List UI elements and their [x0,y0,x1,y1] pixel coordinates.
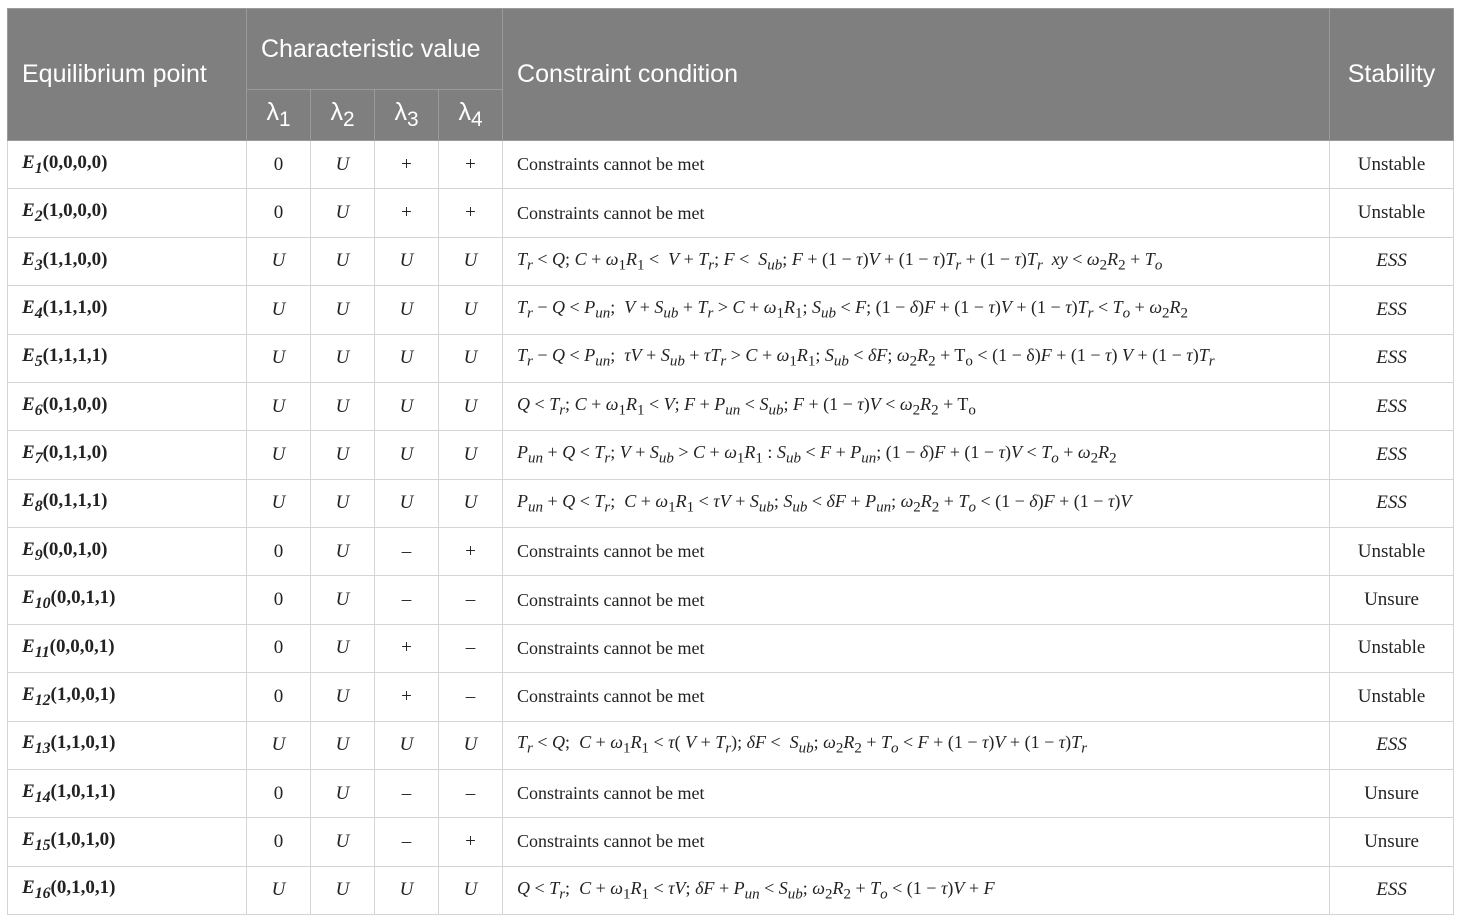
equilibrium-point-cell: $E_9(0,0,1,0)$ [8,528,247,576]
constraint-condition-cell: $Q < T_r$; $C + \omega_1R_1 < V$; $F + P_{un} < S_{ub}$; $F + (1 - \tau)V < \omega_2R_2 + T_o$ [503,382,1330,430]
constraint-condition-cell: Constraints cannot be met [503,576,1330,624]
constraint-condition-cell: Constraints cannot be met [503,189,1330,237]
lambda-2-cell: U [311,624,375,672]
stability-cell: Unstable [1330,189,1454,237]
lambda-4-cell: U [439,237,503,285]
lambda-4-cell: U [439,479,503,527]
table-row [8,431,1454,479]
header-lambda-1: $\lambda_1$ [247,90,311,141]
lambda-3-cell: – [375,769,439,817]
lambda-4-cell: – [439,624,503,672]
equilibrium-point-cell: $E_{11}(0,0,0,1)$ [8,624,247,672]
lambda-3-cell: – [375,528,439,576]
lambda-4-cell: – [439,673,503,721]
equilibrium-point-cell: $E_1(0,0,0,0)$ [8,141,247,189]
equilibrium-point-cell: $E_{15}(1,0,1,0)$ [8,818,247,866]
table-row [8,237,1454,285]
stability-cell: Unstable [1330,528,1454,576]
constraint-condition-cell: Constraints cannot be met [503,624,1330,672]
stability-table [7,8,1454,915]
lambda-3-cell: U [375,479,439,527]
lambda-2-cell: U [311,286,375,334]
equilibrium-point-cell: $E_{12}(1,0,0,1)$ [8,673,247,721]
lambda-3-cell: U [375,431,439,479]
lambda-1-cell: U [247,479,311,527]
lambda-2-cell: U [311,673,375,721]
stability-cell: ESS [1330,382,1454,430]
lambda-2-cell: U [311,189,375,237]
lambda-4-cell: U [439,286,503,334]
table-row [8,624,1454,672]
stability-cell: ESS [1330,334,1454,382]
lambda-2-cell: U [311,382,375,430]
stability-cell: ESS [1330,866,1454,914]
header-constraint-condition: Constraint condition [503,9,1330,141]
table-row [8,334,1454,382]
equilibrium-point-cell: $E_5(1,1,1,1)$ [8,334,247,382]
table-row [8,818,1454,866]
lambda-1-cell: 0 [247,576,311,624]
lambda-4-cell: U [439,334,503,382]
equilibrium-point-cell: $E_4(1,1,1,0)$ [8,286,247,334]
lambda-3-cell: + [375,141,439,189]
lambda-1-cell: U [247,866,311,914]
lambda-2-cell: U [311,237,375,285]
equilibrium-point-cell: $E_2(1,0,0,0)$ [8,189,247,237]
stability-cell: Unsure [1330,576,1454,624]
lambda-2-cell: U [311,334,375,382]
header-equilibrium-point: Equilibrium point [8,9,247,141]
lambda-1-cell: U [247,431,311,479]
lambda-2-cell: U [311,141,375,189]
lambda-3-cell: + [375,189,439,237]
lambda-1-cell: 0 [247,769,311,817]
equilibrium-point-cell: $E_7(0,1,1,0)$ [8,431,247,479]
lambda-2-cell: U [311,818,375,866]
lambda-3-cell: – [375,576,439,624]
constraint-condition-cell: Constraints cannot be met [503,141,1330,189]
lambda-4-cell: U [439,382,503,430]
table-row [8,189,1454,237]
constraint-condition-cell: $T_r < Q$; $C + \omega_1R_1 < V + T_r$; $F < S_{ub}$; $F + (1 - \tau)V + (1 - \tau)T_r + (1 - \tau)T_r$ xy < $\omega_2R_2 + T_o$ [503,237,1330,285]
constraint-condition-cell: Constraints cannot be met [503,528,1330,576]
stability-cell: ESS [1330,721,1454,769]
stability-cell: Unsure [1330,769,1454,817]
lambda-4-cell: U [439,866,503,914]
header-lambda-4: $\lambda_4$ [439,90,503,141]
stability-cell: ESS [1330,479,1454,527]
stability-cell: Unstable [1330,673,1454,721]
lambda-4-cell: + [439,818,503,866]
table-row [8,479,1454,527]
table-row [8,382,1454,430]
equilibrium-point-cell: $E_{10}(0,0,1,1)$ [8,576,247,624]
table-row [8,576,1454,624]
stability-cell: ESS [1330,286,1454,334]
lambda-4-cell: + [439,528,503,576]
equilibrium-point-cell: $E_{13}(1,1,0,1)$ [8,721,247,769]
table-row [8,721,1454,769]
constraint-condition-cell: $P_{un} + Q < T_r$; $C + \omega_1R_1 < \tau V + S_{ub}$; $S_{ub} < \delta F + P_{un}$; $\omega_2R_2 + T_o < (1 - \delta)F + (1 - \tau)V$ [503,479,1330,527]
lambda-1-cell: 0 [247,624,311,672]
constraint-condition-cell: $P_{un} + Q < T_r$; $V + S_{ub} > C + \omega_1R_1$ : $S_{ub} < F + P_{un}$; $(1 - \delta)F + (1 - \tau)V < T_o + \omega_2R_2$ [503,431,1330,479]
lambda-2-cell: U [311,479,375,527]
lambda-2-cell: U [311,769,375,817]
lambda-1-cell: U [247,286,311,334]
lambda-2-cell: U [311,576,375,624]
lambda-3-cell: U [375,721,439,769]
stability-cell: Unsure [1330,818,1454,866]
stability-cell: Unstable [1330,624,1454,672]
header-characteristic-value: Characteristic value [247,9,503,90]
constraint-condition-cell: $T_r < Q$; $C + \omega_1R_1 < \tau$( $V + T_r$); $\delta F < S_{ub}$; $\omega_2R_2 + T_o < F + (1 - \tau)V + (1 - \tau)T_r$ [503,721,1330,769]
table-row [8,528,1454,576]
lambda-1-cell: U [247,382,311,430]
stability-cell: ESS [1330,237,1454,285]
table-row [8,141,1454,189]
lambda-4-cell: – [439,769,503,817]
lambda-3-cell: U [375,237,439,285]
lambda-1-cell: 0 [247,528,311,576]
equilibrium-point-cell: $E_6(0,1,0,0)$ [8,382,247,430]
lambda-3-cell: U [375,866,439,914]
lambda-4-cell: + [439,189,503,237]
lambda-1-cell: 0 [247,673,311,721]
constraint-condition-cell: Constraints cannot be met [503,769,1330,817]
lambda-1-cell: U [247,721,311,769]
lambda-3-cell: U [375,382,439,430]
lambda-3-cell: – [375,818,439,866]
lambda-2-cell: U [311,721,375,769]
constraint-condition-cell: $Q < T_r$; $C + \omega_1R_1 < \tau V$; $\delta F + P_{un} < S_{ub}$; $\omega_2R_2 + T_o < (1 - \tau)V + F$ [503,866,1330,914]
lambda-3-cell: + [375,624,439,672]
lambda-2-cell: U [311,866,375,914]
constraint-condition-cell: Constraints cannot be met [503,818,1330,866]
equilibrium-point-cell: $E_3(1,1,0,0)$ [8,237,247,285]
lambda-1-cell: U [247,237,311,285]
stability-cell: ESS [1330,431,1454,479]
lambda-4-cell: U [439,721,503,769]
lambda-1-cell: 0 [247,189,311,237]
lambda-3-cell: U [375,286,439,334]
stability-cell: Unstable [1330,141,1454,189]
header-lambda-3: $\lambda_3$ [375,90,439,141]
lambda-1-cell: 0 [247,818,311,866]
header-stability: Stability [1330,9,1454,141]
equilibrium-point-cell: $E_8(0,1,1,1)$ [8,479,247,527]
table-row [8,673,1454,721]
equilibrium-point-cell: $E_{14}(1,0,1,1)$ [8,769,247,817]
lambda-2-cell: U [311,431,375,479]
header-lambda-2: $\lambda_2$ [311,90,375,141]
constraint-condition-cell: $T_r - Q < P_{un}$; $\tau V + S_{ub} + \tau T_r > C + \omega_1R_1$; $S_{ub} < \delta F$; $\omega_2R_2 + T_o < (1 - \delta)F + (1 - \tau) V + (1 - \tau)T_r$ [503,334,1330,382]
table-row [8,286,1454,334]
table-row [8,866,1454,914]
lambda-3-cell: + [375,673,439,721]
table-row [8,769,1454,817]
lambda-4-cell: – [439,576,503,624]
lambda-1-cell: 0 [247,141,311,189]
constraint-condition-cell: $T_r - Q < P_{un}$; $V + S_{ub} + T_r > C + \omega_1R_1$; $S_{ub} < F$; $(1 - \delta)F + (1 - \tau)V + (1 - \tau)T_r < T_o + \omega_2R_2$ [503,286,1330,334]
constraint-condition-cell: Constraints cannot be met [503,673,1330,721]
lambda-4-cell: + [439,141,503,189]
lambda-4-cell: U [439,431,503,479]
equilibrium-point-cell: $E_{16}(0,1,0,1)$ [8,866,247,914]
lambda-3-cell: U [375,334,439,382]
lambda-1-cell: U [247,334,311,382]
lambda-2-cell: U [311,528,375,576]
